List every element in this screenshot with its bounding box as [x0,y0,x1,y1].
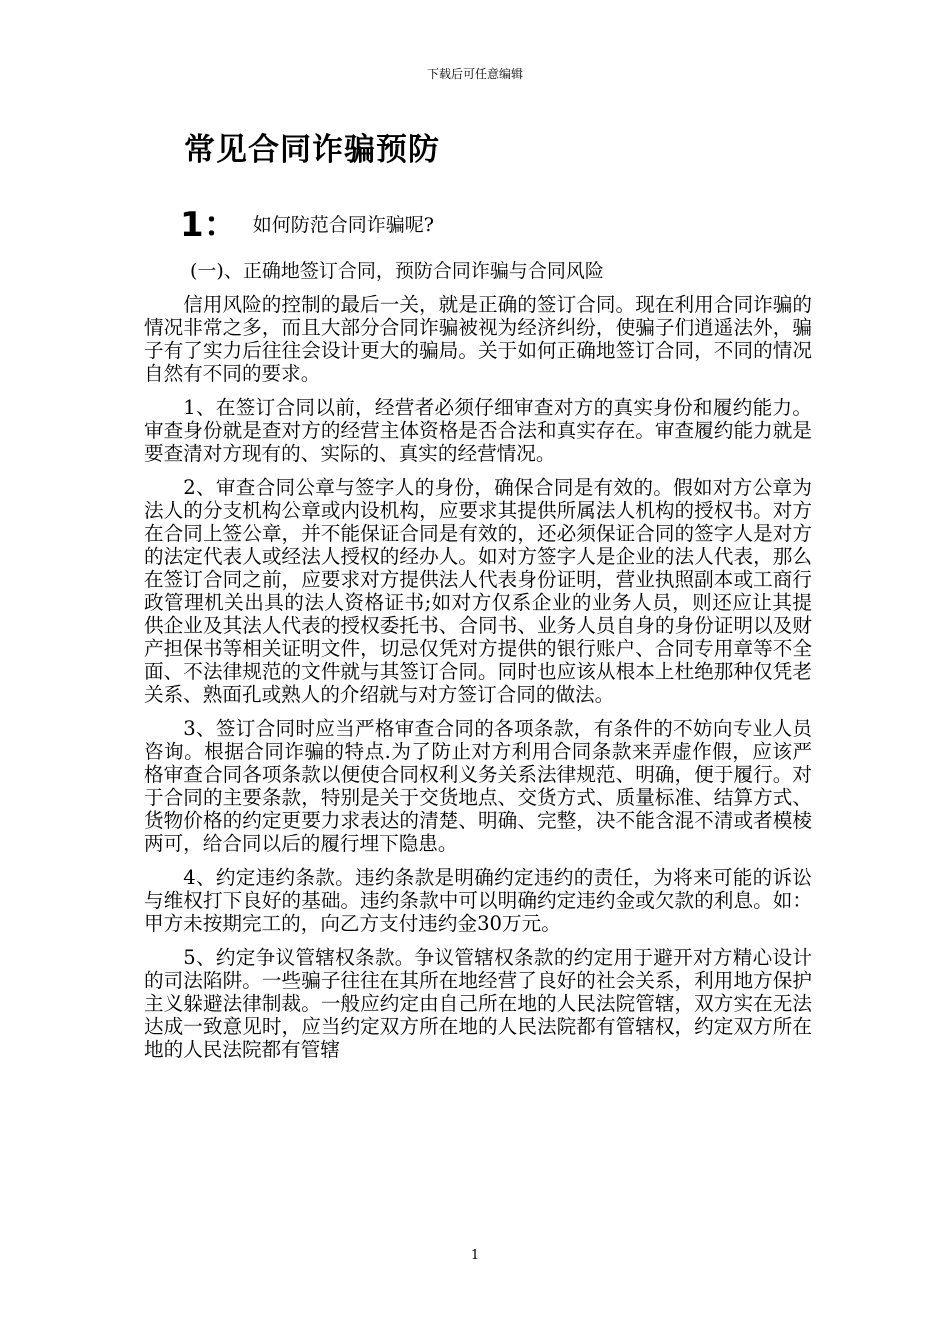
paragraph-item-2: 2、审查合同公章与签字人的身份，确保合同是有效的。假如对方公章为法人的分支机构公章或内设机构，应要求其提供所属法人机构的授权书。对方在合同上签公章，并不能保证合同是有效的，还必须保证合同的签字人是对方的法定代表人或经法人授权的经办人。如对方签字人是企业的法人代表，那么在签订合同之前，应要求对方提供法人代表身份证明，营业执照副本或工商行政管理机关出具的法人资格证书;如对方仅系企业的业务人员，则还应让其提供企业及其法人代表的授权委托书、合同书、业务人员自身的身份证明以及财产担保书等相关证明文件，切忌仅凭对方提供的银行账户、合同专用章等不全面、不法律规范的文件就与其签订合同。同时也应该从根本上杜绝那种仅凭老关系、熟面孔或熟人的介绍就与对方签订合同的做法。 [144,476,812,706]
document-body [144,293,812,1072]
section-heading: (一)、正确地签订合同，预防合同诈骗与合同风险 [190,260,604,282]
header-note: 下载后可任意编辑 [426,67,523,81]
question-heading [180,205,434,245]
paragraph-intro: 信用风险的控制的最后一关，就是正确的签订合同。现在利用合同诈骗的情况非常之多，而且大部分合同诈骗被视为经济纠纷，使骗子们逍遥法外，骗子有了实力后往往会设计更大的骗局。关于如何正确地签订合同，不同的情况自然有不同的要求。 [144,293,812,385]
document-title: 常见合同诈骗预防 [184,132,440,168]
question-text: 如何防范合同诈骗呢? [252,214,434,236]
question-number: 1： [180,205,238,245]
paragraph-item-1: 1、在签订合同以前，经营者必须仔细审查对方的真实身份和履约能力。审查身份就是查对方的经营主体资格是否合法和真实存在。审查履约能力就是要查清对方现有的、实际的、真实的经营情况。 [144,396,812,465]
paragraph-item-3: 3、签订合同时应当严格审查合同的各项条款，有条件的不妨向专业人员咨询。根据合同诈骗的特点.为了防止对方利用合同条款来弄虚作假，应该严格审查合同各项条款以便使合同权利义务关系法律规范、明确，便于履行。对于合同的主要条款，特别是关于交货地点、交货方式、质量标准、结算方式、货物价格的约定更要力求表达的清楚、明确、完整，决不能含混不清或者模棱两可，给合同以后的履行埋下隐患。 [144,717,812,855]
page-number: 1 [470,1248,480,1263]
paragraph-item-4: 4、约定违约条款。违约条款是明确约定违约的责任，为将来可能的诉讼与维权打下良好的基础。违约条款中可以明确约定违约金或欠款的利息。如：甲方未按期完工的，向乙方支付违约金30万元。 [144,866,812,935]
paragraph-item-5: 5、约定争议管辖权条款。争议管辖权条款的约定用于避开对方精心设计的司法陷阱。一些骗子往往在其所在地经营了良好的社会关系，利用地方保护主义躲避法律制裁。一般应约定由自己所在地的人民法院管辖，双方实在无法达成一致意见时，应当约定双方所在地的人民法院都有管辖权，约定双方所在地的人民法院都有管辖 [144,946,812,1061]
